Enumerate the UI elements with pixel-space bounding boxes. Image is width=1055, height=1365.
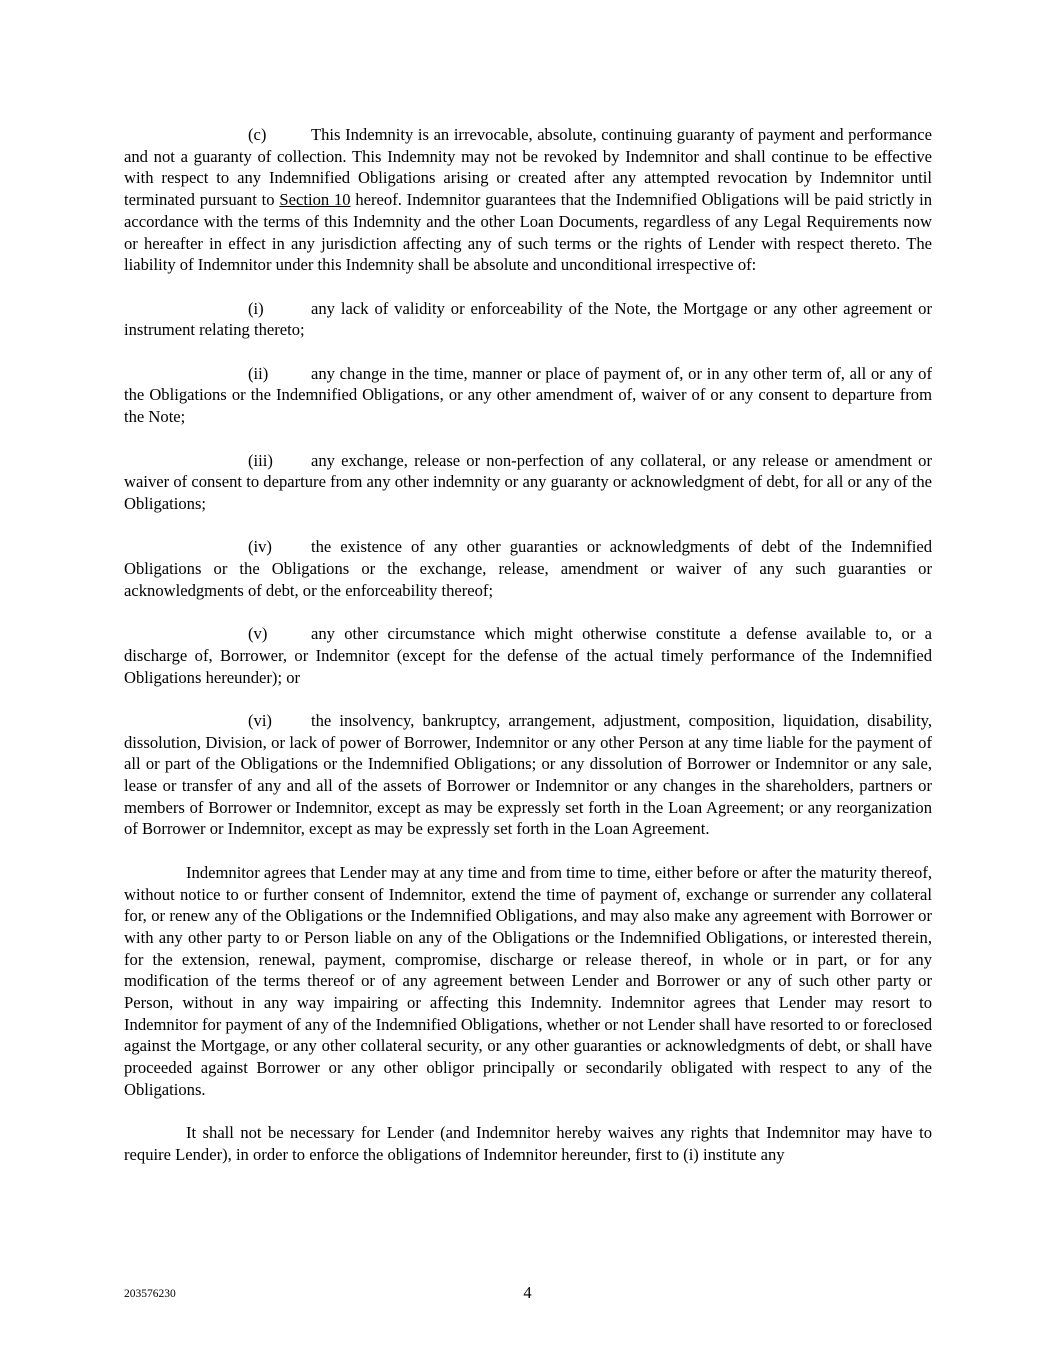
list-item: [124, 623, 932, 688]
subsection-c: [124, 124, 932, 276]
body-paragraph-text: Indemnitor agrees that Lender may at any time and from time to time, either before or after the maturity thereof, without notice to or further consent of Indemnitor, extend the time of payment of, exchange or surrender any collateral for, or renew any of the Obligations or the Indemnified Obligations, and may also make any agreement with Borrower or with any other party to or Person liable on any of the Obligations or the Indemnified Obligations, or interested therein, for the extension, renewal, payment, compromise, discharge or release thereof, in whole or in part, or for any modification of the terms thereof or of any agreement between Lender and Borrower or any of such other party or Person, without in any way impairing or affecting this Indemnity. Indemnitor agrees that Lender may resort to Indemnitor for payment of any of the Indemnified Obligations, whether or not Lender shall have resorted to or foreclosed against the Mortgage, or any other collateral security, or any other guaranties or acknowledgments of debt, or shall have proceeded against Borrower or any other obligor principally or secondarily obligated with respect to any of the Obligations.: [124, 862, 932, 1099]
body-paragraph-text: It shall not be necessary for Lender (and Indemnitor hereby waives any rights that Indemnitor may have to require Lender), in order to enforce the obligations of Indemnitor hereunder, first to (i) institute any: [124, 1123, 932, 1164]
list-item-label: (ii): [248, 363, 269, 383]
list-item-text: the existence of any other guaranties or acknowledgments of debt of the Indemnified Obligations or the Obligations or the exchange, release, amendment or waiver of any such guaranties or acknowledgments of debt, or the enforceability thereof;: [124, 537, 932, 600]
list-item: [124, 298, 932, 341]
list-item-label: (vi): [248, 710, 272, 730]
list-item-label: (iii): [248, 450, 273, 470]
list-item-text: any exchange, release or non-perfection of any collateral, or any release or amendment or waiver of consent to departure from any other indemnity or any guaranty or acknowledgment of debt, for all or any of the Obligations;: [124, 450, 932, 513]
list-item: [124, 450, 932, 515]
list-item-label: (i): [248, 298, 264, 318]
list-item: [124, 363, 932, 428]
list-item-text: any lack of validity or enforceability of the Note, the Mortgage or any other agreement or instrument relating thereto;: [124, 298, 932, 340]
page-number: 4: [523, 1283, 532, 1302]
document-id: 203576230: [124, 1288, 176, 1300]
section-10-link[interactable]: Section 10: [279, 190, 351, 210]
body-paragraph: [124, 1122, 932, 1165]
list-item-text: the insolvency, bankruptcy, arrangement, adjustment, composition, liquidation, disability, dissolution, Division, or lack of power of Borrower, Indemnitor or any other Person at any time liable for the payment of all or part of the Obligations or the Indemnified Obligations; or any dissolution of Borrower or Indemnitor or any sale, lease or transfer of any and all of the assets of Borrower or Indemnitor or any changes in the shareholders, partners or members of Borrower or Indemnitor, except as may be expressly set forth in the Loan Agreement; or any reorganization of Borrower or Indemnitor, except as may be expressly set forth in the Loan Agreement.: [124, 710, 932, 839]
list-item-label: (iv): [248, 537, 272, 557]
list-item-text: any other circumstance which might otherwise constitute a defense available to, or a discharge of, Borrower, or Indemnitor (except for the defense of the actual timely performance of the Indemnified Obligations hereunder); or: [124, 624, 932, 687]
subsection-c-text-b: hereof. Indemnitor guarantees that the Indemnified Obligations will be paid strictly in accordance with the terms of this Indemnity and the other Loan Documents, regardless of any Legal Requirements now or hereafter in effect in any jurisdiction affecting any of such terms or the rights of Lender with respect thereto. The liability of Indemnitor under this Indemnity shall be absolute and unconditional irrespective of:: [124, 190, 932, 275]
subsection-c-text-a: This Indemnity is an irrevocable, absolute, continuing guaranty of payment and performance and not a guaranty of collection. This Indemnity may not be revoked by Indemnitor and shall continue to be effective with respect to any Indemnified Obligations arising or created after any attempted revocation by Indemnitor until terminated pursuant to: [124, 125, 932, 210]
list-item: [124, 536, 932, 601]
list-item: [124, 710, 932, 840]
list-item-label: (v): [248, 624, 268, 644]
body-paragraph: [124, 862, 932, 1101]
subsection-c-label: (c): [248, 125, 267, 144]
document-body: [124, 124, 932, 1166]
list-item-text: any change in the time, manner or place of payment of, or in any other term of, all or any of the Obligations or the Indemnified Obligations, or any other amendment of, waiver of or any consent to departure from the Note;: [124, 363, 932, 427]
